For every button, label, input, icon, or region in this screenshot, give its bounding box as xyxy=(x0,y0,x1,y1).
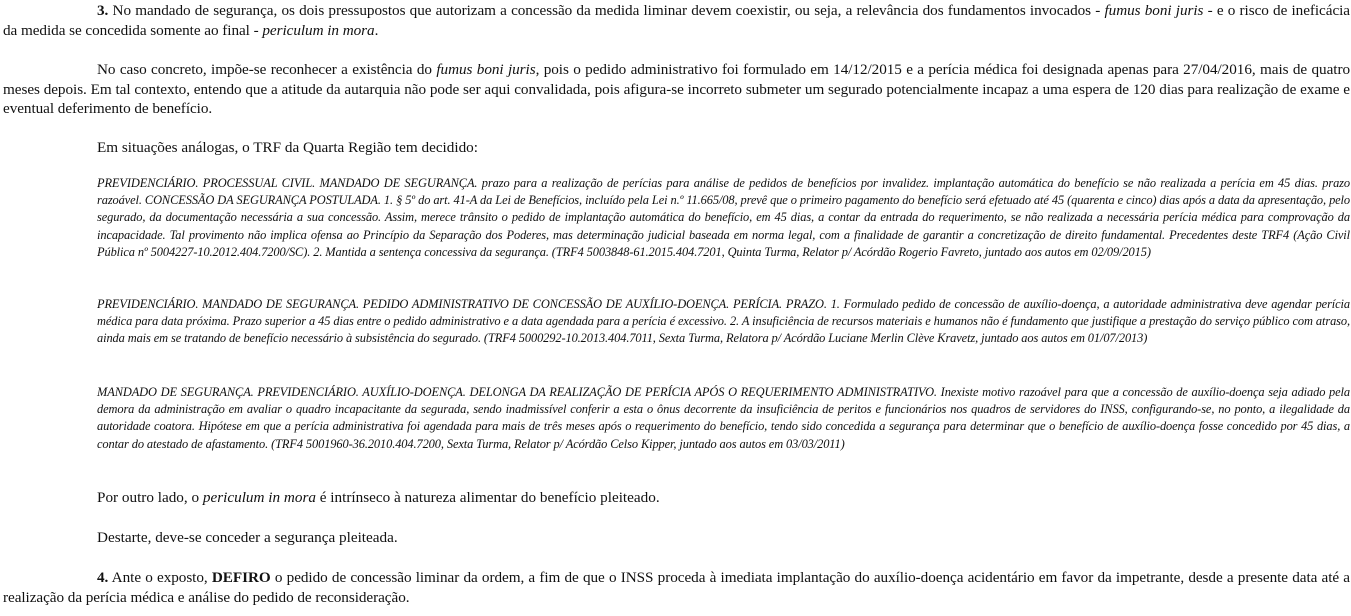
paragraph-3-requisitos xyxy=(3,1,1350,40)
case-law-quote-3: MANDADO DE SEGURANÇA. PREVIDENCIÁRIO. AUXÍLIO-DOENÇA. DELONGA DA REALIZAÇÃO DE PERÍCIA APÓS O REQUERIMENTO ADMINISTRATIVO. Inexiste motivo razoável para que a concessão de auxílio-doença seja adiado pela demora da administração em avaliar o quadro incapacitante da segurada, sendo inadmissível conferir a esta o ônus decorrente da insuficiência de peritos e funcionários nos quadros de servidores do INSS, configurando-se, no ponto, a ilegalidade da autoridade coatora. Hipótese em que a perícia administrativa foi agendada para mais de três meses após o requerimento do benefício, tendo sido concedida a segurança para determinar que o benefício de auxílio-doença fosse concedido por 45 dias, a contar do atestado de afastamento. (TRF4 5001960-36.2010.404.7200, Sexta Turma, Relator p/ Acórdão Celso Kipper, juntado aos autos em 03/03/2011) xyxy=(97,385,1350,451)
defiro-keyword: DEFIRO xyxy=(211,569,271,586)
text-segment: é intrínseco à natureza alimentar do benefício pleiteado. xyxy=(315,489,660,506)
paragraph-destarte: Destarte, deve-se conceder a segurança pleiteada. xyxy=(97,529,398,546)
paragraph-periculum xyxy=(97,488,660,508)
paragraph-intro-jurisprudencia: Em situações análogas, o TRF da Quarta Região tem decidido: xyxy=(97,139,478,156)
latin-term-fumus: fumus boni juris xyxy=(436,61,536,78)
text-segment: No mandado de segurança, os dois pressupostos que autorizam a concessão da medida liminar devem coexistir, ou seja, a relevância dos fundamentos invocados - xyxy=(108,2,1105,19)
case-law-quote-2: PREVIDENCIÁRIO. MANDADO DE SEGURANÇA. PEDIDO ADMINISTRATIVO DE CONCESSÃO DE AUXÍLIO-DOENÇA. PERÍCIA. PRAZO. 1. Formulado pedido de concessão de auxílio-doença, a autoridade administrativa deve agendar perícia médica para data próxima. Prazo superior a 45 dias entre o pedido administrativo e a data agendada para a perícia é excessivo. 2. A insuficiência de recursos materiais e humanos não é fundamento que justifique a prestação do serviço público com atraso, ainda mais em se tratando de benefício necessário à subsistência do segurado. (TRF4 5000292-10.2013.404.7011, Sexta Turma, Relatora p/ Acórdão Luciane Merlin Clève Kravetz, juntado aos autos em 01/07/2013) xyxy=(97,297,1350,346)
case-law-quote-1: PREVIDENCIÁRIO. PROCESSUAL CIVIL. MANDADO DE SEGURANÇA. prazo para a realização de perícias para análise de pedidos de benefícios por invalidez. implantação automática do benefício se não realizada a perícia em 45 dias. prazo razoável. CONCESSÃO DA SEGURANÇA POSTULADA. 1. § 5º do art. 41-A da Lei de Benefícios, incluído pela Lei n.º 11.665/08, prevê que o primeiro pagamento do benefício será efetuado até 45 (quarenta e cinco) dias após a data da apresentação, pelo segurado, da documentação necessária a sua concessão. Assim, merece trânsito o pedido de implantação automática do benefício, em 45 dias, a contar da entrada do requerimento, se não realizada a necessária perícia médica para comprovação da incapacidade. Tal provimento não implica ofensa ao Princípio da Separação dos Poderes, mas determinação judicial baseada em norma legal, com a finalidade de garantir a concretização de direito fundamental. Precedentes deste TRF4 (Ação Civil Pública nº 5004227-10.2012.404.7200/SC). 2. Mantida a sentença concessiva da segurança. (TRF4 5003848-61.2015.404.7201, Quinta Turma, Relator p/ Acórdão Rogerio Favreto, juntado aos autos em 02/09/2015) xyxy=(97,176,1350,259)
latin-term-periculum: periculum in mora xyxy=(262,21,375,39)
latin-term-fumus: fumus boni juris xyxy=(1104,2,1204,19)
text-segment: No caso concreto, impõe-se reconhecer a existência do xyxy=(97,61,437,78)
paragraph-caso-concreto xyxy=(3,60,1350,119)
text-segment: Ante o exposto, xyxy=(108,569,212,586)
paragraph-4-dispositivo xyxy=(3,568,1350,607)
paragraph-number-3: 3. xyxy=(97,2,109,19)
text-segment: Por outro lado, o xyxy=(97,489,203,506)
text-segment: , pois o pedido administrativo foi formulado em 14/12/2015 e a perícia médica foi designada apenas para 27/04/2016, mais de quatro meses depois. Em tal contexto, entendo que a atitude da autarquia não pode ser aqui convalidada, pois afigura-se incorreto submeter um segurado potencialmente incapaz a uma espera de 120 dias para realização de exame e eventual deferimento de benefício. xyxy=(3,61,1350,117)
text-segment: . xyxy=(374,21,379,39)
paragraph-number-4: 4. xyxy=(97,569,109,586)
latin-term-periculum: periculum in mora xyxy=(202,489,316,506)
text-segment: o pedido de concessão liminar da ordem, a fim de que o INSS proceda à imediata implantação do auxílio-doença acidentário em favor da impetrante, desde a presente data até a realização da perícia médica e análise do pedido de reconsideração. xyxy=(3,569,1350,606)
text-segment: - e o risco de ineficácia da medida se concedida somente ao final - xyxy=(3,2,1350,39)
